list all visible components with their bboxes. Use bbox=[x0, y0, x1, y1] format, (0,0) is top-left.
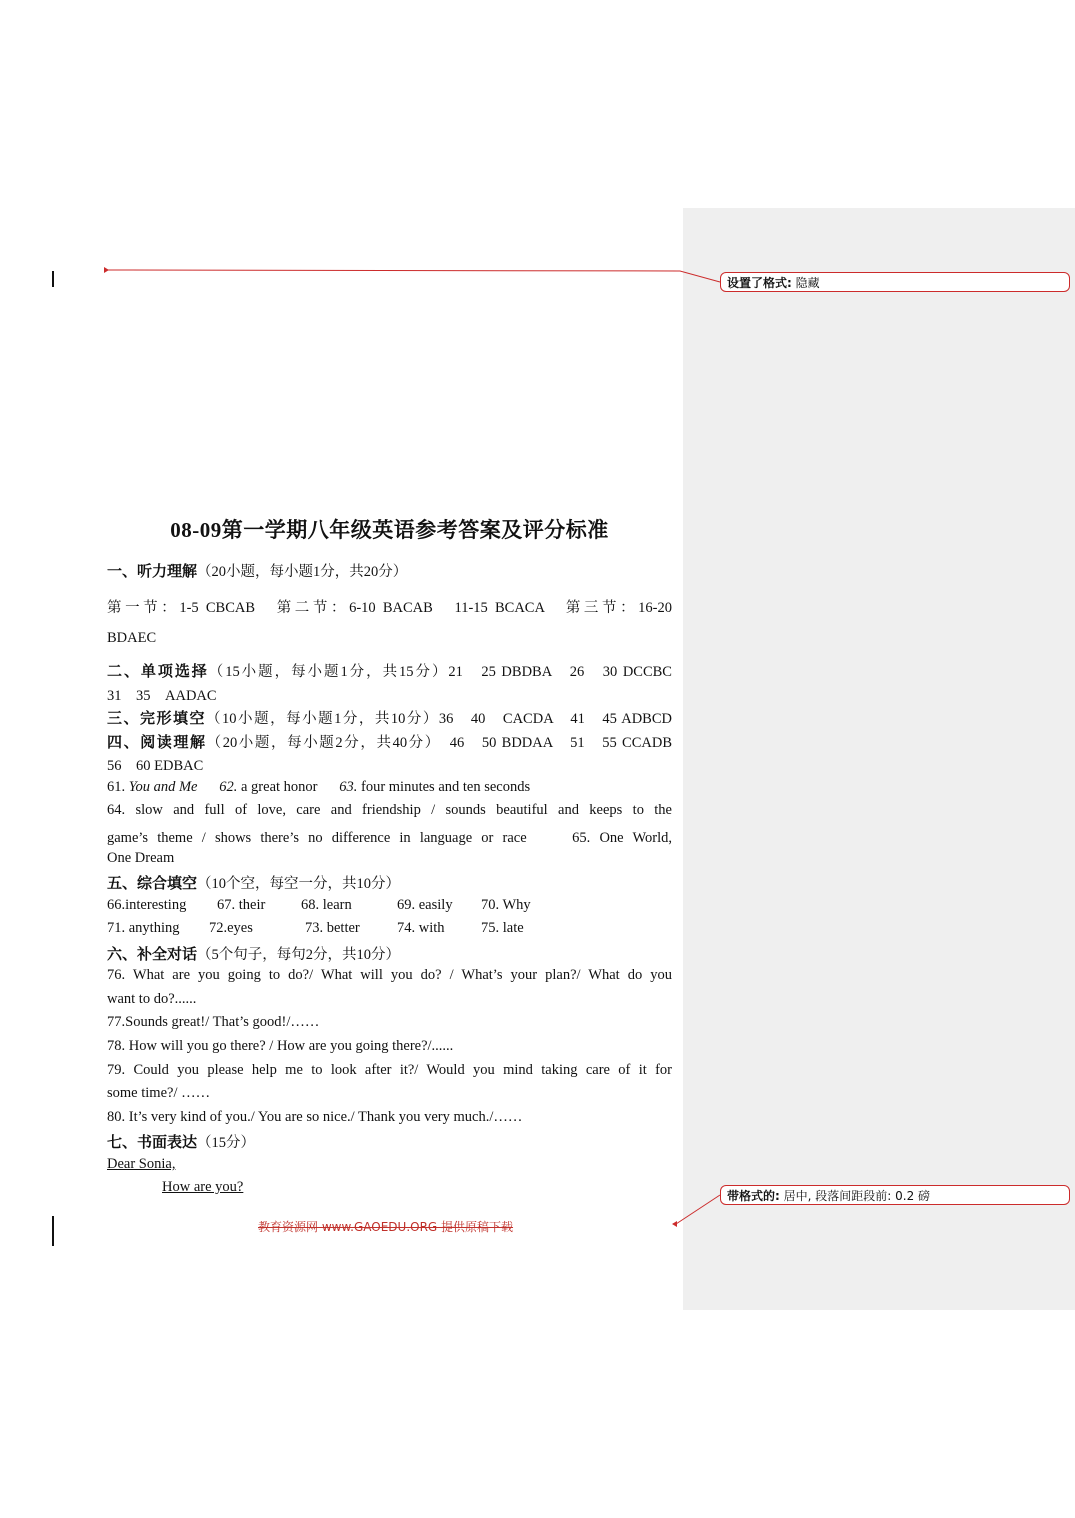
answer-61-63: 61. You and Me 62. a great honor 63. four minutes and ten seconds bbox=[107, 779, 531, 795]
blank-answer: 69. easily bbox=[397, 897, 453, 913]
answer-78: 78. How will you go there? / How are you going there?/...... bbox=[107, 1038, 454, 1054]
section-1-answers: 第一节：1-5 CBCAB 第二节：6-10 BACAB 11-15 BCACA 第三节：16-20 bbox=[107, 600, 672, 616]
comment-text: 隐藏 bbox=[795, 276, 820, 290]
section-7-heading: 七、书面表达（15分） bbox=[107, 1135, 256, 1151]
section-4-answers-cont: 56 60 EDBAC bbox=[107, 758, 204, 774]
deleted-footer-text: 教育资源网 www.GAOEDU.ORG 提供原稿下载 bbox=[258, 1220, 514, 1234]
answer-64-line2: game’s theme / shows there’s no difference in language or race 65. One World, bbox=[107, 830, 672, 846]
comment-label: 带格式的: bbox=[727, 1189, 780, 1203]
blank-answer: 66.interesting bbox=[107, 897, 187, 913]
answer-80: 80. It’s very kind of you./ You are so nice./ Thank you very much./…… bbox=[107, 1109, 523, 1125]
section-2-answers-cont: 31 35 AADAC bbox=[107, 688, 217, 704]
letter-opening: How are you? bbox=[162, 1179, 244, 1195]
blank-answer: 73. better bbox=[305, 920, 360, 936]
blank-answer: 71. anything bbox=[107, 920, 180, 936]
section-5-heading: 五、综合填空（10个空，每空一分，共10分） bbox=[107, 876, 401, 892]
answer-79-line2: some time?/ …… bbox=[107, 1085, 211, 1101]
answer-79-line1: 79. Could you please help me to look after it?/ Would you mind taking care of it for bbox=[107, 1062, 672, 1078]
section-6-heading: 六、补全对话（5个句子，每句2分，共10分） bbox=[107, 947, 401, 963]
section-3-heading: 三、完形填空（10小题，每小题1分，共10分）36 40 CACDA 41 45 ADBCD bbox=[107, 711, 672, 727]
blank-answer: 75. late bbox=[481, 920, 524, 936]
comment-balloon-format-center[interactable] bbox=[720, 1185, 1070, 1205]
blank-answer: 67. their bbox=[217, 897, 266, 913]
blank-answer: 70. Why bbox=[481, 897, 531, 913]
document-title: 08-09第一学期八年级英语参考答案及评分标准 bbox=[170, 518, 609, 542]
section-1-answers-cont: BDAEC bbox=[107, 630, 157, 646]
section-1-heading: 一、听力理解（20小题，每小题1分，共20分） bbox=[107, 564, 408, 580]
comment-label: 设置了格式: bbox=[727, 276, 792, 290]
comment-text: 居中, 段落间距段前: 0.2 磅 bbox=[783, 1189, 931, 1203]
answer-76-line1: 76. What are you going to do?/ What will you do? / What’s your plan?/ What do you bbox=[107, 967, 672, 983]
comment-balloon-format-hidden[interactable] bbox=[720, 272, 1070, 292]
letter-greeting: Dear Sonia, bbox=[107, 1156, 176, 1172]
section-2-heading: 二、单项选择（15小题，每小题1分，共15分）21 25 DBDBA 26 30 DCCBC bbox=[107, 664, 672, 680]
answer-64-line1: 64. slow and full of love, care and friendship / sounds beautiful and keeps to the bbox=[107, 802, 672, 818]
answer-64-line3: One Dream bbox=[107, 850, 175, 866]
blank-answer: 68. learn bbox=[301, 897, 352, 913]
answer-77: 77.Sounds great!/ That’s good!/…… bbox=[107, 1014, 320, 1030]
blank-answer: 72.eyes bbox=[209, 920, 253, 936]
blank-answer: 74. with bbox=[397, 920, 445, 936]
section-4-heading: 四、阅读理解（20小题，每小题2分，共40分） 46 50 BDDAA 51 55 CCADB bbox=[107, 735, 672, 751]
answer-76-line2: want to do?...... bbox=[107, 991, 197, 1007]
